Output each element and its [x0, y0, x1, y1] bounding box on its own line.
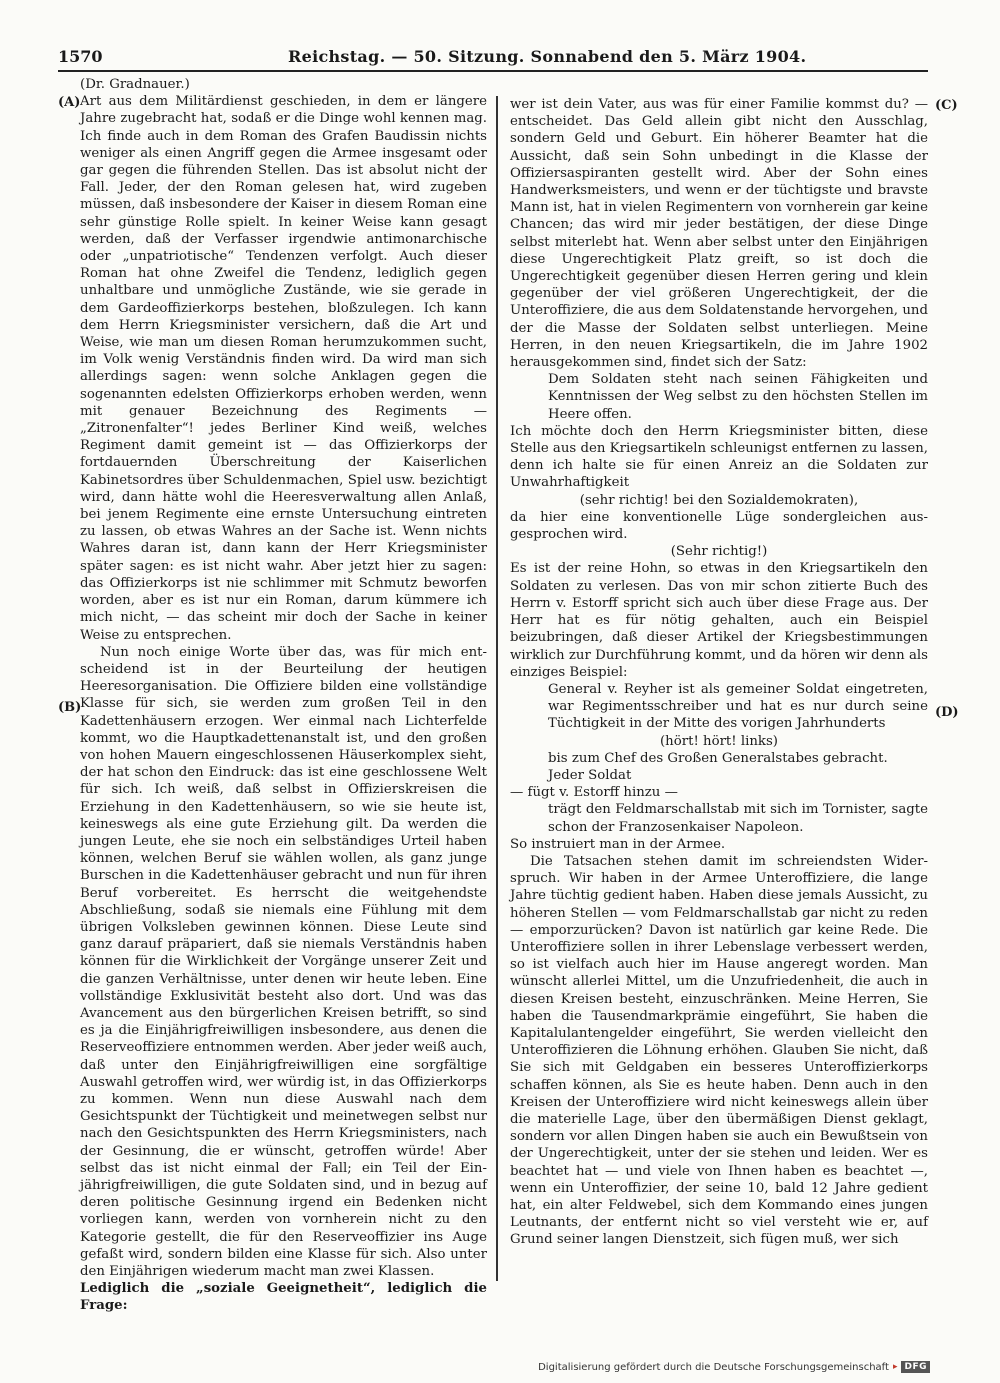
- paragraph: da hier eine konventionelle Lüge sondergleichen ausgesprochen wird.: [510, 509, 928, 543]
- margin-marker-c: (C): [935, 98, 958, 113]
- paragraph: — fügt v. Estorff hinzu —: [510, 785, 678, 801]
- paragraph: Art aus dem Militärdienst geschieden, in dem er längere Jahre zugebracht hat, sodaß er die Dinge wohl kennen mag. Ich finde auch in dem Roman des Grafen Baudissin nichts weniger als einen Angriff gegen die Armee insgesamt oder gar gegen die führenden Stellen. Das ist absolut nicht der Fall. Jeder, der den Roman gelesen hat, wird zugeben müssen, daß insbesondere der Kaiser in diesem Roman eine sehr günstige Rolle spielt. In keiner Weise kann gesagt werden, daß der Verfasser irgendwie antimonarchische oder „unpatriotische“ Tendenzen verfolgt. Auch dieser Roman hat ohne Zweifel die Tendenz, lediglich gegen unhaltbare und unmögliche Zustände, wie sie gerade in dem Gardeoffizierkorps bestehen, bloßzulegen. Ich kann dem Herrn Kriegsminister versichern, daß die Art und Weise, wie man um diesen Roman herumzukommen sucht, im Volk wenig Verständnis finden wird. Da wird man sich allerdings sagen: wenn solche Anklagen gegen die sogenannten edelsten Offizierkorps erhoben werden, wenn mit genauer Bezeichnung des Regiments — „Zitronenfalter“! jedes Berliner Kind weiß, welches Regiment damit gemeint ist — das Offizierkorps der fortdauernden Überschreitung der Kaiserlichen Kabinetsordres über Schuldenmachen, Spiel usw. bezichtigt wird, dann hätte wohl die Heeresverwaltung allen Anlaß, bei jenem Regimente eine ernste Untersuchung eintreten zu lassen, ob etwas Wahres an der Sache ist. Wenn nichts Wahres daran ist, dann kann der Herr Kriegsminister später sagen: es ist nicht wahr. Aber jetzt hier zu sagen: das Offizierkorps ist nie schlimmer mit Schmutz beworfen worden, aber es ist nur ein Roman, darum kümmere ich mich nicht, — das scheint mir doch der Sache in keiner Weise zu entsprechen.: [80, 94, 487, 643]
- interjection: (Sehr richtig!): [670, 544, 768, 560]
- quotation: trägt den Feldmarschallstab mit sich im Tornister, sagte schon der Franzosenkaiser Napoleon.: [548, 802, 928, 835]
- header-rule: [58, 70, 928, 72]
- quotation: Jeder Soldat: [548, 767, 632, 783]
- column-divider: [496, 96, 498, 1281]
- paragraph: Die Tatsachen stehen damit im schreiendsten Widerspruch. Wir haben in der Armee Unteroffiziere, die lange Jahre tüchtig gedient haben. Haben diese jemals Aussicht, zu höheren Stellen — vom Feldmarschallstab gar nicht zu reden — emporzurücken? Davon ist natürlich gar keine Rede. Die Unteroffiziere sollen in ihrer Lebenslage verbessert werden, so ist vielfach auch hier im Hause angeregt worden. Man wünscht allerlei Mittel, um die Unzufriedenheit, die auch in diesen Kreisen besteht, einzuschränken. Meine Herren, Sie haben die Tausendmarkprämie eingeführt, Sie haben die Kapitalulantengelder eingeführt, Sie werden vielleicht den Unteroffizieren die Löhnung erhöhen. Glauben Sie nicht, daß Sie sich mit Geldgaben ein besseres Unteroffizierkorps schaffen können, als Sie es heute haben. Denn auch in den Kreisen der Unteroffiziere wird nicht keineswegs allein über die materielle Lage, über den übermäßigen Dienst geklagt, sondern vor allen Dingen haben sie auch ein Bewußtsein von der Ungerechtigkeit, unter der sie stehen und leiden. Wer es beachtet hat — und viele von Ihnen haben es beachtet —, wenn ein Unteroffizier, der seine 10, bald 12 Jahre gedient hat, ein alter Feldwebel, sich dem Kommando eines jungen Leutnants, der entfernt nicht so viel versteht wie er, auf Grund seiner langen Dienstzeit, sich fügen muß, wer sich: [510, 853, 928, 1248]
- footer-text: Digitalisierung gefördert durch die Deutsche Forschungsgemeinschaft: [538, 1361, 889, 1373]
- page-header-title: Reichstag. — 50. Sitzung. Sonnabend den 5. März 1904.: [288, 47, 807, 66]
- right-column: [510, 96, 928, 1249]
- margin-marker-d: (D): [935, 705, 959, 720]
- margin-marker-a: (A): [58, 95, 81, 110]
- paragraph: Ich möchte doch den Herrn Kriegsminister bitten, diese Stelle aus den Kriegsartikeln schleunigst entfernen zu lassen, denn ich halte sie für einen Anreiz an die Soldaten zur Unwahrhaftigkeit: [510, 423, 928, 491]
- quotation: bis zum Chef des Großen Generalstabes gebracht.: [548, 750, 888, 766]
- dfg-logo: DFG: [901, 1361, 930, 1373]
- left-column: [80, 76, 487, 1315]
- arrow-icon: ▸: [892, 1362, 898, 1372]
- paragraph: Nun noch einige Worte über das, was für mich entscheidend ist in der Beurteilung der heutigen Heeresorganisation. Die Offiziere bilden eine vollständige Klasse für sich, sie werden zum großen Teil in den Kadettenhäusern erzogen. Wer einmal nach Lichterfelde kommt, wo die Hauptkadettenanstalt ist, und den großen von hohen Mauern eingeschlossenen Häuserkomplex sieht, der hat schon den Eindruck: das ist eine geschlossene Welt für sich. Ich weiß, daß selbst in Offizierskreisen die Erziehung in den Kadettenhäusern, so wie sie heute ist, keineswegs als eine gute Erziehung gilt. Da werden die jungen Leute, ehe sie noch ein selbständiges Urteil haben können, welchen Beruf sie wählen wollen, als ganz junge Burschen in die Kadettenhäuser gebracht und nun für ihren Beruf vorbereitet. Es herrscht die weitgehendste Abschließung, sodaß sie niemals eine Fühlung mit dem übrigen Volksleben gewinnen können. Diese Leute sind ganz darauf präpariert, daß sie niemals Verständnis haben können für die Wirklichkeit der Vorgänge unserer Zeit und die ganzen Verhältnisse, unter denen wir heute leben. Eine vollständige Exklusivität besteht also dort. Und was das Avancement aus den bürgerlichen Kreisen betrifft, so sind es ja die Einjährigfreiwilligen insbesondere, aus denen die Reserveoffiziere entnommen werden. Aber jeder weiß auch, daß unter den Einjährigfreiwilligen eine sorgfältige Auswahl getroffen wird, wer würdig ist, in das Offizierkorps zu kommen. Wenn nun diese Auswahl nach dem Gesichtspunkt der Tüchtigkeit und meinetwegen selbst nur nach den Gesichtspunkten des Herrn Kriegsministers, nach der Gesinnung, die er wünscht, getroffen würde! Aber selbst das ist nicht einmal der Fall; ein Teil der Einjährigfreiwilligen, die gute Soldaten sind, und in bezug auf deren politische Gesinnung irgend ein Bedenken nicht vorliegen kann, werden von vornherein nicht zu den Kategorie gestellt, die für den Reserveoffizier ins Auge gefaßt wird, sondern bilden eine Klasse für sich. Also unter den Einjährigen wiederum macht man zwei Klassen.: [80, 644, 487, 1280]
- interjection: (hört! hört! links): [659, 733, 778, 749]
- page-number: 1570: [58, 47, 103, 66]
- quotation: General v. Reyher ist als gemeiner Soldat eingetreten, war Regimentsschreiber und hat es nur durch seine Tüchtigkeit in der Mitte des vorigen Jahrhunderts: [548, 681, 928, 732]
- interjection: (sehr richtig! bei den Sozialdemokraten),: [579, 492, 859, 508]
- paragraph-emphasis: Lediglich die „soziale Geeignetheit“, lediglich die Frage:: [80, 1281, 487, 1314]
- page-header: [58, 47, 928, 71]
- quotation: Dem Soldaten steht nach seinen Fähigkeiten und Kenntnissen der Weg selbst zu den höchsten Stellen im Heere offen.: [548, 372, 928, 422]
- speaker-label: (Dr. Gradnauer.): [80, 77, 190, 92]
- paragraph: Es ist der reine Hohn, so etwas in den Kriegsartikeln den Soldaten zu verlesen. Das von mir schon zitierte Buch des Herrn v. Estorff spricht sich auch über diese Frage aus. Der Herr hat es für nötig gehalten, auch ein Beispiel beizubringen, daß dieser Artikel der Kriegsbestimmungen wirklich zur Durchführung kommt, und da hören wir denn als einziges Beispiel:: [510, 561, 928, 680]
- margin-marker-b: (B): [58, 700, 82, 715]
- paragraph: So instruiert man in der Armee.: [510, 836, 726, 852]
- paragraph: wer ist dein Vater, aus was für einer Familie kommst du? — entscheidet. Das Geld allein gibt nicht den Ausschlag, sondern Geld und Geburt. Ein höherer Beamter hat die Aussicht, daß sein Sohn unbedingt in die Klasse der Offiziersaspiranten gestellt wird. Aber der Sohn eines Handwerksmeisters, und wenn er der tüchtigste und bravste Mann ist, hat in vielen Regimentern von vornherein gar keine Chancen; das wird mir jeder bestätigen, der diese Dinge selbst miterlebt hat. Wenn aber selbst unter den Einjährigen diese Ungerechtigkeit Platz greift, so ist doch die Ungerechtigkeit gegenüber diesen Herren gering und klein gegenüber der viel größeren Ungerechtigkeit, der die Unteroffiziere, die aus dem Soldatenstande hervorgehen, und der die Masse der Soldaten selbst unterliegen. Meine Herren, in den neuen Kriegsartikeln, die im Jahre 1902 herausgekommen sind, findet sich der Satz:: [510, 97, 928, 371]
- footer: [538, 1361, 930, 1373]
